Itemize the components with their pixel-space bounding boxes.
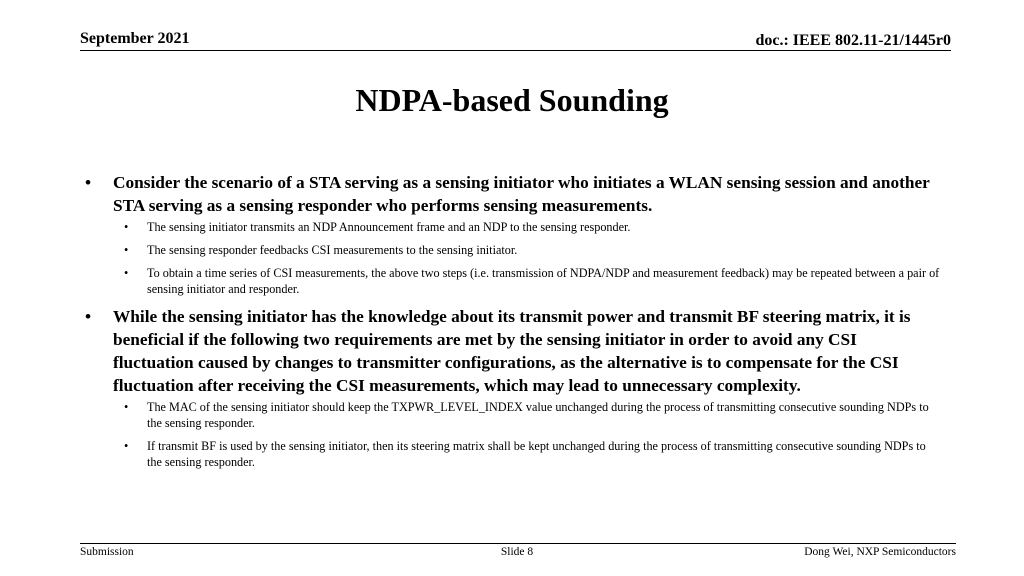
sub-bullet-item [80,265,940,297]
footer-author: Dong Wei, NXP Semiconductors [804,546,956,558]
bullet-icon: • [124,220,129,234]
sub-bullet-item [80,399,940,431]
bullet-icon: • [124,439,129,453]
header-doc-id: doc.: IEEE 802.11-21/1445r0 [755,32,951,49]
sub-bullet-text: The sensing responder feedbacks CSI measurements to the sensing initiator. [147,243,518,257]
sub-bullet-text: To obtain a time series of CSI measurements, the above two steps (i.e. transmission of NDPA/NDP and measurement feedback) may be repeated between a pair of sensing initiator and responder. [147,266,940,296]
bullet-icon: • [85,173,92,192]
sub-bullet-text: The sensing initiator transmits an NDP Announcement frame and an NDP to the sensing responder. [147,220,631,234]
sub-bullet-item [80,242,940,258]
bullet-item [80,171,940,217]
footer-divider [80,543,956,544]
header-divider [80,50,951,51]
bullet-icon: • [85,307,92,326]
header-date: September 2021 [80,30,190,47]
slide-title: NDPA-based Sounding [355,82,669,118]
sub-bullet-text: The MAC of the sensing initiator should keep the TXPWR_LEVEL_INDEX value unchanged during the process of transmitting consecutive sounding NDPs to the sensing responder. [147,400,929,430]
bullet-icon: • [124,266,129,280]
bullet-text: Consider the scenario of a STA serving as a sensing initiator who initiates a WLAN sensing session and another STA serving as a sensing responder who performs sensing measurements. [113,173,930,215]
slide-body [80,171,940,477]
bullet-icon: • [124,400,129,414]
sub-bullet-item [80,438,940,470]
bullet-item [80,305,940,397]
footer-submission: Submission [80,546,134,558]
bullet-text: While the sensing initiator has the knowledge about its transmit power and transmit BF steering matrix, it is beneficial if the following two requirements are met by the sensing initiator in order to avoid any CSI fluctuation caused by changes to transmitter configurations, as the alternative is to compensate for the CSI fluctuation after receiving the CSI measurements, which may lead to unnecessary complexity. [113,307,911,395]
sub-bullet-text: If transmit BF is used by the sensing initiator, then its steering matrix shall be kept unchanged during the process of transmitting consecutive sounding NDPs to the sensing responder. [147,439,926,469]
footer-slide-number: Slide 8 [500,546,534,558]
bullet-icon: • [124,243,129,257]
sub-bullet-item [80,219,940,235]
